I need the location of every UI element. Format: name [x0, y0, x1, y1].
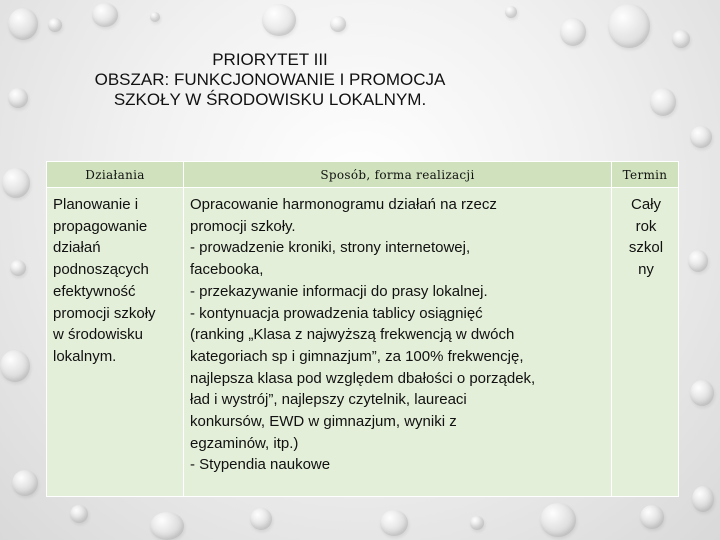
method-line: - prowadzenie kroniki, strony internetowej, — [190, 239, 471, 257]
title-line-area: OBSZAR: FUNKCJONOWANIE I PROMOCJA — [94, 70, 446, 89]
term-cell — [612, 188, 679, 497]
method-line: - kontynuacja prowadzenia tablicy osiągnięć — [190, 304, 483, 322]
method-line: facebooka, — [190, 261, 264, 279]
water-drop-decoration — [8, 8, 38, 40]
water-drop-decoration — [690, 380, 714, 406]
term-line: rok — [635, 217, 657, 235]
water-drop-decoration — [150, 12, 160, 22]
activity-line: podnoszących — [53, 261, 149, 279]
title-line-area-cont: SZKOŁY W ŚRODOWISKU LOKALNYM. — [113, 90, 427, 109]
water-drop-decoration — [690, 126, 712, 148]
water-drop-decoration — [250, 508, 272, 530]
title-line-priority: PRIORYTET III — [212, 50, 328, 69]
method-line: (ranking „Klasa z najwyższą frekwencją w dwóch — [190, 326, 515, 344]
water-drop-decoration — [672, 30, 690, 48]
activity-line: propagowanie — [53, 217, 148, 235]
water-drop-decoration — [692, 486, 714, 512]
water-drop-decoration — [8, 88, 28, 108]
water-drop-decoration — [262, 4, 296, 36]
water-drop-decoration — [540, 503, 576, 537]
term-line: szkol — [628, 239, 664, 257]
water-drop-decoration — [12, 470, 38, 496]
activity-line: promocji szkoły — [53, 304, 156, 322]
method-cell — [184, 188, 612, 497]
water-drop-decoration — [380, 510, 408, 536]
priority-table — [46, 161, 679, 497]
method-line: - Stypendia naukowe — [190, 456, 331, 474]
water-drop-decoration — [505, 6, 517, 18]
method-line: ład i wystrój”, najlepszy czytelnik, laureaci — [190, 391, 467, 409]
method-line: kategoriach sp i gimnazjum”, za 100% frekwencję, — [190, 347, 524, 365]
water-drop-decoration — [70, 505, 88, 523]
table-header-row — [47, 162, 679, 188]
water-drop-decoration — [688, 250, 708, 272]
method-line: konkursów, EWD w gimnazjum, wyniki z — [190, 413, 457, 431]
activity-line: działań — [53, 239, 101, 257]
method-line: egzaminów, itp.) — [190, 434, 299, 452]
water-drop-decoration — [560, 18, 586, 46]
water-drop-decoration — [330, 16, 346, 32]
water-drop-decoration — [10, 260, 26, 276]
water-drop-decoration — [92, 3, 118, 27]
table-row — [47, 188, 679, 497]
slide-title — [40, 50, 500, 110]
method-line: promocji szkoły. — [190, 217, 296, 235]
header-method: Sposób, forma realizacji — [184, 162, 612, 188]
term-line: Cały — [630, 196, 661, 213]
water-drop-decoration — [640, 505, 664, 529]
water-drop-decoration — [48, 18, 62, 32]
header-term: Termin — [612, 162, 679, 188]
activity-line: Planowanie i — [53, 196, 139, 213]
water-drop-decoration — [650, 88, 676, 116]
method-line: Opracowanie harmonogramu działań na rzecz — [190, 196, 497, 213]
water-drop-decoration — [470, 516, 484, 530]
activity-line: efektywność — [53, 282, 136, 300]
activity-line: w środowisku — [53, 326, 144, 344]
method-line: najlepsza klasa pod względem dbałości o porządek, — [190, 369, 536, 387]
activity-cell — [47, 188, 184, 497]
term-line: ny — [638, 261, 654, 279]
water-drop-decoration — [150, 512, 184, 540]
header-activities: Działania — [47, 162, 184, 188]
water-drop-decoration — [0, 350, 30, 382]
activity-line: lokalnym. — [53, 347, 117, 365]
water-drop-decoration — [608, 4, 650, 48]
water-drop-decoration — [2, 168, 30, 198]
method-line: - przekazywanie informacji do prasy lokalnej. — [190, 282, 488, 300]
